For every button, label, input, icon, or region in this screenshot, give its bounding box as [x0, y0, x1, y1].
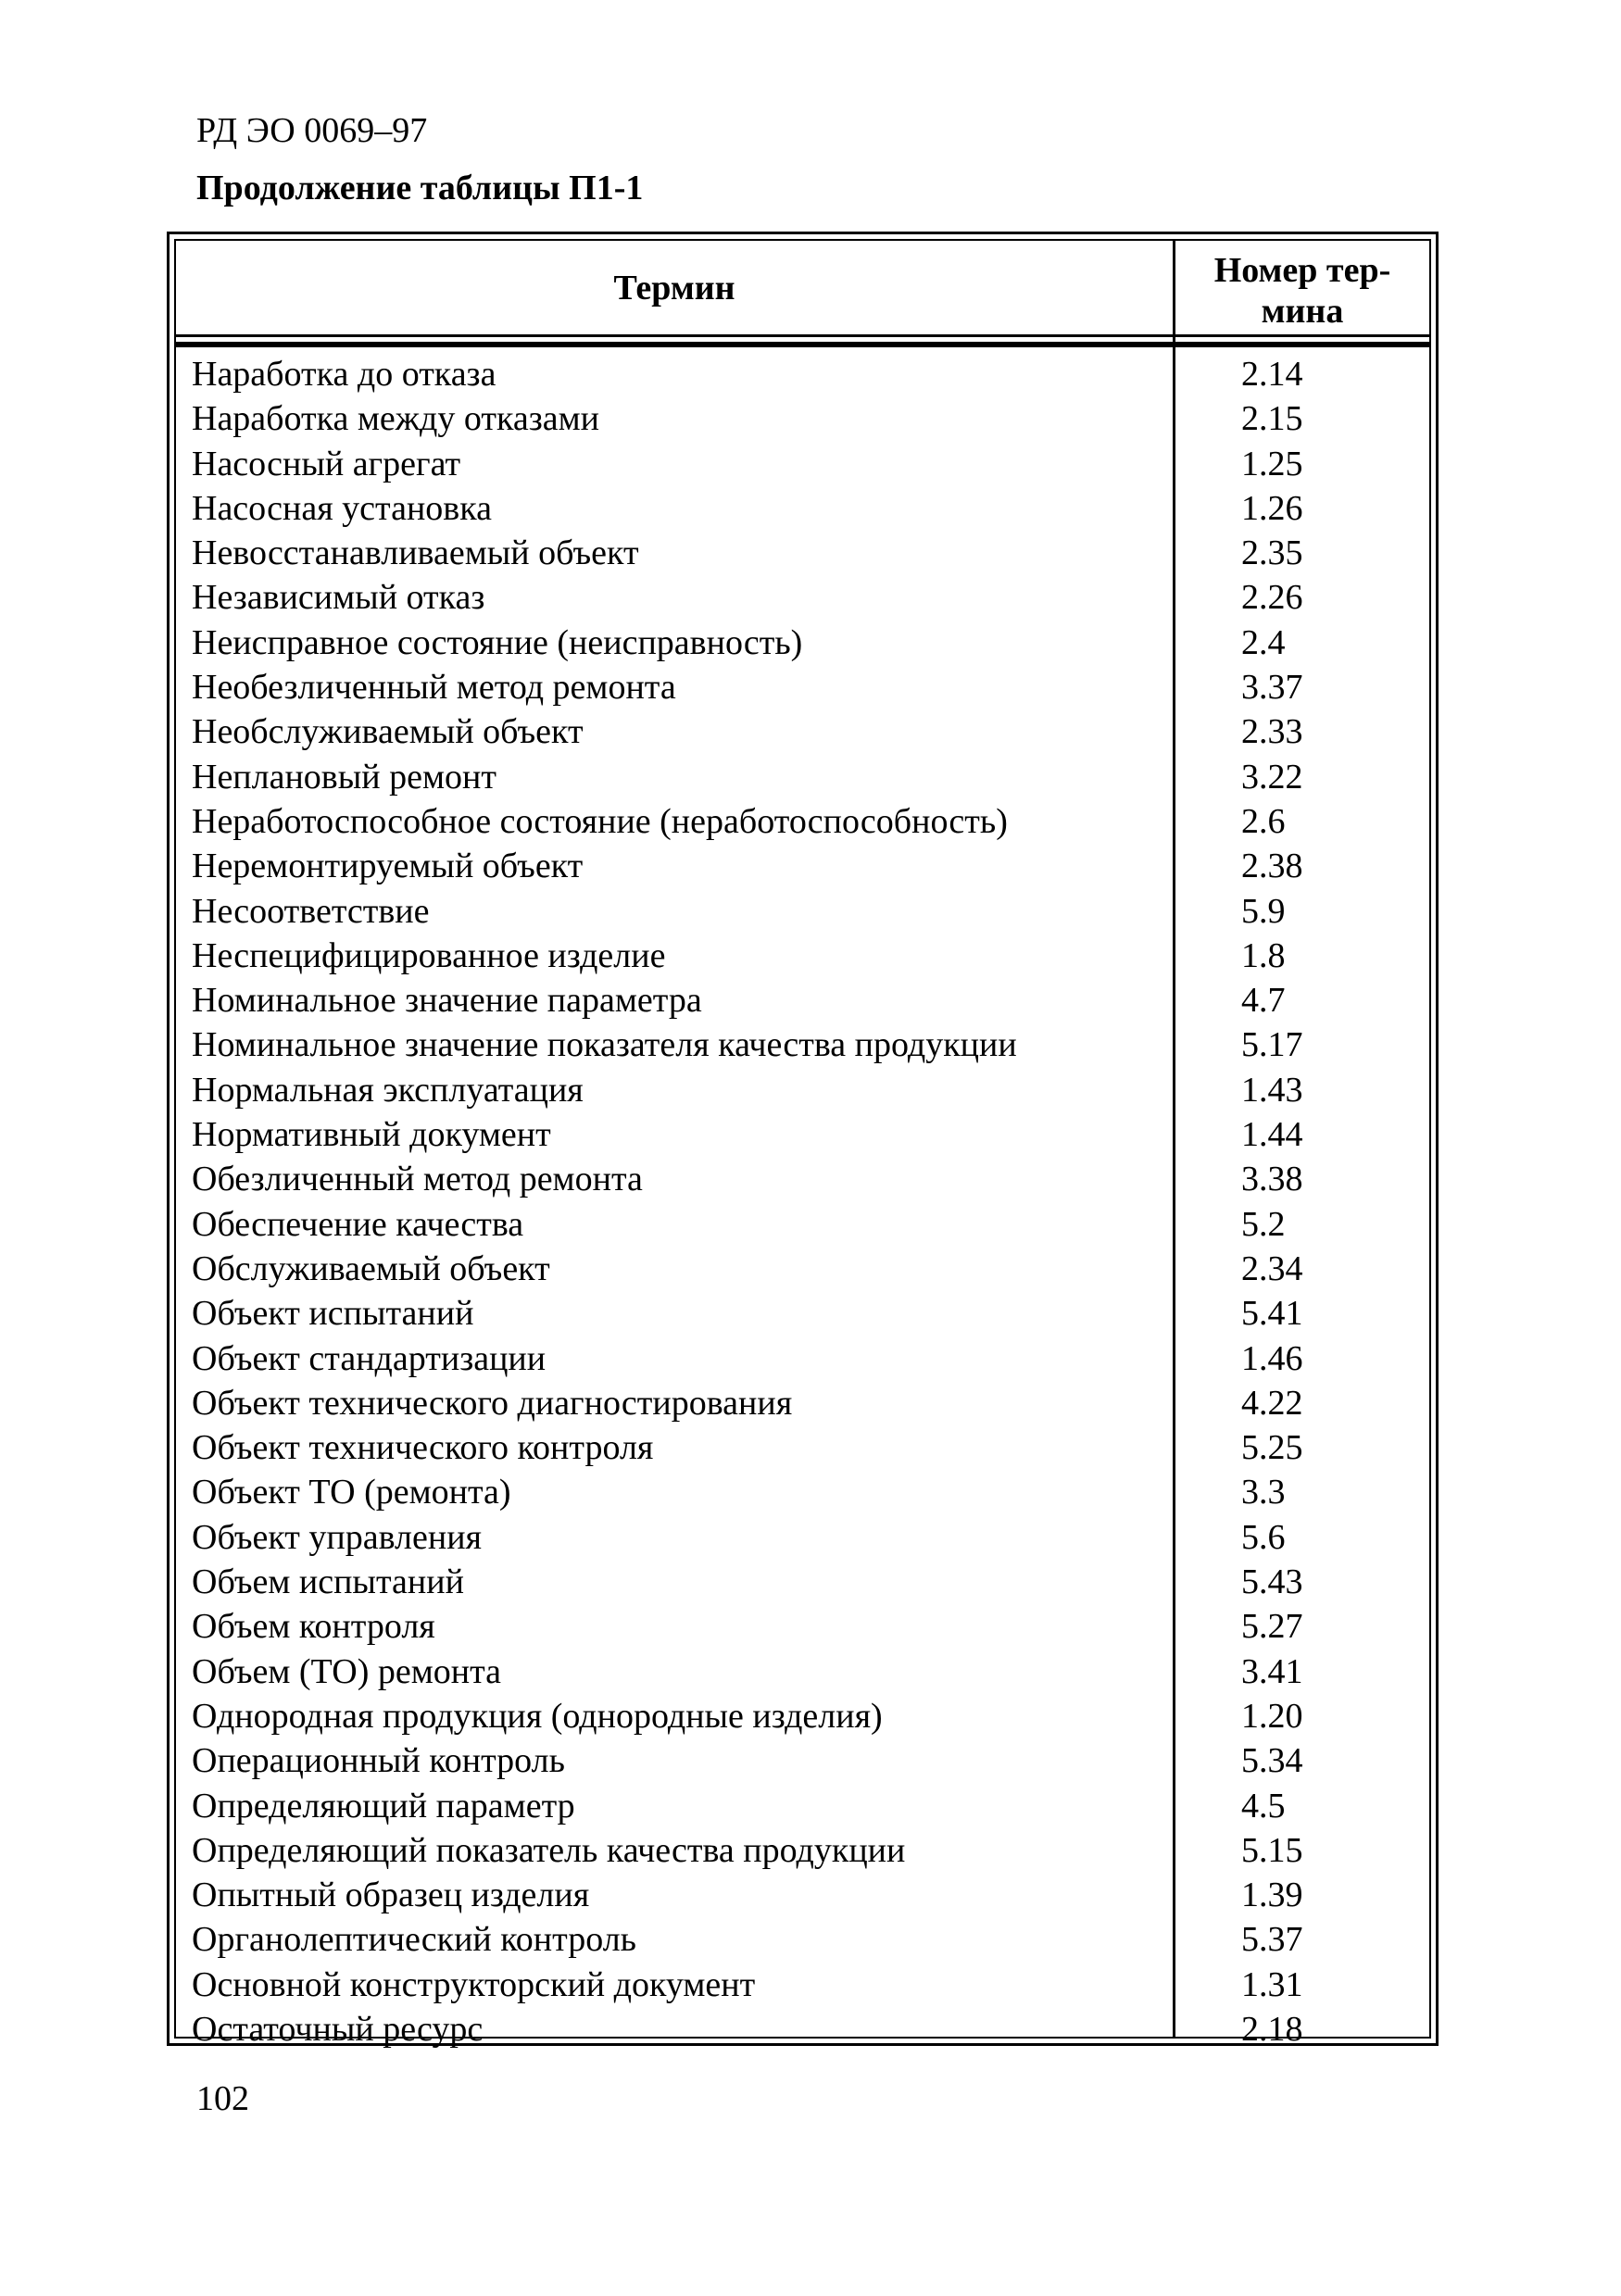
term-cell: Объект стандартизации	[192, 1338, 547, 1378]
table-row	[176, 396, 1429, 441]
table-row	[176, 844, 1429, 888]
term-number-cell: 4.5	[1241, 1786, 1286, 1826]
term-number-cell: 1.25	[1241, 444, 1303, 483]
term-cell: Номинальное значение показателя качества продукции	[192, 1025, 1017, 1065]
term-cell: Объем испытаний	[192, 1562, 464, 1602]
document-code: РД ЭО 0069–97	[196, 111, 428, 150]
term-number-cell: 2.38	[1241, 847, 1303, 886]
header-divider-thick	[176, 342, 1429, 347]
term-cell: Объект ТО (ремонта)	[192, 1473, 511, 1512]
term-cell: Объект технического контроля	[192, 1428, 654, 1468]
term-cell: Несоответствие	[192, 891, 430, 931]
table-row	[176, 1963, 1429, 2007]
term-cell: Обеспечение качества	[192, 1204, 524, 1244]
term-number-cell: 1.43	[1241, 1070, 1303, 1110]
term-number-cell: 5.25	[1241, 1428, 1303, 1468]
table-row	[176, 531, 1429, 575]
table-row	[176, 442, 1429, 486]
term-cell: Наработка между отказами	[192, 399, 599, 439]
table-row	[176, 1515, 1429, 1560]
table-row	[176, 978, 1429, 1023]
page-number: 102	[196, 2079, 249, 2118]
table-row	[176, 1202, 1429, 1247]
table-row	[176, 575, 1429, 620]
table-row	[176, 1381, 1429, 1425]
term-number-cell: 5.9	[1241, 891, 1286, 931]
table-row	[176, 486, 1429, 531]
term-cell: Объем (ТО) ремонта	[192, 1651, 502, 1691]
term-cell: Неплановый ремонт	[192, 757, 496, 797]
term-number-cell: 5.41	[1241, 1294, 1303, 1334]
term-number-cell: 2.33	[1241, 712, 1303, 752]
term-number-cell: 1.26	[1241, 488, 1303, 528]
term-number-cell: 2.34	[1241, 1248, 1303, 1288]
term-cell: Объект управления	[192, 1517, 483, 1557]
term-cell: Однородная продукция (однородные изделия)	[192, 1696, 883, 1736]
term-number-cell: 5.37	[1241, 1920, 1303, 1960]
term-cell: Невосстанавливаемый объект	[192, 533, 639, 573]
term-cell: Неспецифицированное изделие	[192, 935, 666, 975]
term-number-cell: 1.39	[1241, 1876, 1303, 1915]
table-row	[176, 889, 1429, 934]
column-header-number: Номер тер- мина	[1213, 250, 1391, 331]
term-number-cell: 5.15	[1241, 1830, 1303, 1870]
table-row	[176, 1694, 1429, 1738]
table-row	[176, 1604, 1429, 1649]
term-number-cell: 2.6	[1241, 801, 1286, 841]
terms-table	[167, 232, 1439, 2049]
term-cell: Основной конструкторский документ	[192, 1964, 756, 2004]
table-inner-border	[174, 239, 1431, 2049]
term-cell: Насосный агрегат	[192, 444, 461, 483]
term-number-cell: 5.2	[1241, 1204, 1286, 1244]
header-divider-thin	[176, 334, 1429, 337]
term-cell: Органолептический контроль	[192, 1920, 636, 1960]
table-row	[176, 621, 1429, 665]
term-cell: Нормальная эксплуатация	[192, 1070, 584, 1110]
table-row	[176, 1470, 1429, 1514]
term-cell: Неработоспособное состояние (неработоспособность)	[192, 801, 1008, 841]
term-cell: Необезличенный метод ремонта	[192, 668, 676, 708]
table-row	[176, 1738, 1429, 1783]
table-row	[176, 799, 1429, 844]
table-row	[176, 352, 1429, 396]
table-row	[176, 1784, 1429, 1828]
term-cell: Наработка до отказа	[192, 355, 496, 394]
term-cell: Необслуживаемый объект	[192, 712, 584, 752]
term-cell: Обслуживаемый объект	[192, 1248, 550, 1288]
table-row	[176, 934, 1429, 978]
term-number-cell: 3.22	[1241, 757, 1303, 797]
table-row	[176, 709, 1429, 754]
term-number-cell: 4.22	[1241, 1383, 1303, 1423]
term-number-cell: 5.6	[1241, 1517, 1286, 1557]
term-cell: Объем контроля	[192, 1607, 435, 1647]
term-number-cell: 2.26	[1241, 578, 1303, 618]
term-number-cell: 3.37	[1241, 668, 1303, 708]
term-number-cell: 2.4	[1241, 622, 1286, 662]
term-number-cell: 2.35	[1241, 533, 1303, 573]
term-cell: Объект испытаний	[192, 1294, 474, 1334]
term-number-cell: 1.44	[1241, 1115, 1303, 1155]
table-row	[176, 1336, 1429, 1381]
term-cell: Нормативный документ	[192, 1115, 551, 1155]
table-row	[176, 665, 1429, 709]
term-number-cell: 1.46	[1241, 1338, 1303, 1378]
term-cell: Определяющий показатель качества продукции	[192, 1830, 906, 1870]
table-row	[176, 1828, 1429, 1873]
table-title: Продолжение таблицы П1-1	[196, 169, 644, 207]
table-row	[176, 1068, 1429, 1112]
table-row	[176, 1023, 1429, 1067]
table-row	[176, 1650, 1429, 1694]
term-number-cell: 1.8	[1241, 935, 1286, 975]
term-cell: Операционный контроль	[192, 1741, 565, 1781]
term-cell: Номинальное значение параметра	[192, 981, 702, 1021]
term-number-cell: 3.38	[1241, 1160, 1303, 1199]
table-row	[176, 1157, 1429, 1201]
table-row	[176, 1247, 1429, 1291]
term-number-cell: 5.27	[1241, 1607, 1303, 1647]
table-row	[176, 755, 1429, 799]
table-row	[176, 1425, 1429, 1470]
table-row	[176, 1112, 1429, 1157]
term-number-cell: 5.43	[1241, 1562, 1303, 1602]
term-number-cell: 1.20	[1241, 1696, 1303, 1736]
term-number-cell: 5.34	[1241, 1741, 1303, 1781]
term-cell: Неремонтируемый объект	[192, 847, 584, 886]
table-row	[176, 1291, 1429, 1336]
column-header-term: Термин	[613, 268, 735, 307]
term-cell: Обезличенный метод ремонта	[192, 1160, 643, 1199]
term-number-cell: 3.41	[1241, 1651, 1303, 1691]
term-number-cell: 2.14	[1241, 355, 1303, 394]
term-cell: Остаточный ресурс	[192, 2009, 484, 2049]
term-cell: Объект технического диагностирования	[192, 1383, 793, 1423]
term-cell: Неисправное состояние (неисправность)	[192, 622, 803, 662]
term-number-cell: 3.3	[1241, 1473, 1286, 1512]
term-number-cell: 1.31	[1241, 1964, 1303, 2004]
term-cell: Независимый отказ	[192, 578, 485, 618]
term-cell: Насосная установка	[192, 488, 493, 528]
table-row	[176, 2007, 1429, 2051]
term-number-cell: 2.15	[1241, 399, 1303, 439]
table-row	[176, 1560, 1429, 1604]
table-row	[176, 1917, 1429, 1962]
term-cell: Опытный образец изделия	[192, 1876, 590, 1915]
term-number-cell: 4.7	[1241, 981, 1286, 1021]
term-number-cell: 2.18	[1241, 2009, 1303, 2049]
table-row	[176, 1873, 1429, 1917]
table-body	[176, 352, 1429, 2051]
term-number-cell: 5.17	[1241, 1025, 1303, 1065]
term-cell: Определяющий параметр	[192, 1786, 575, 1826]
